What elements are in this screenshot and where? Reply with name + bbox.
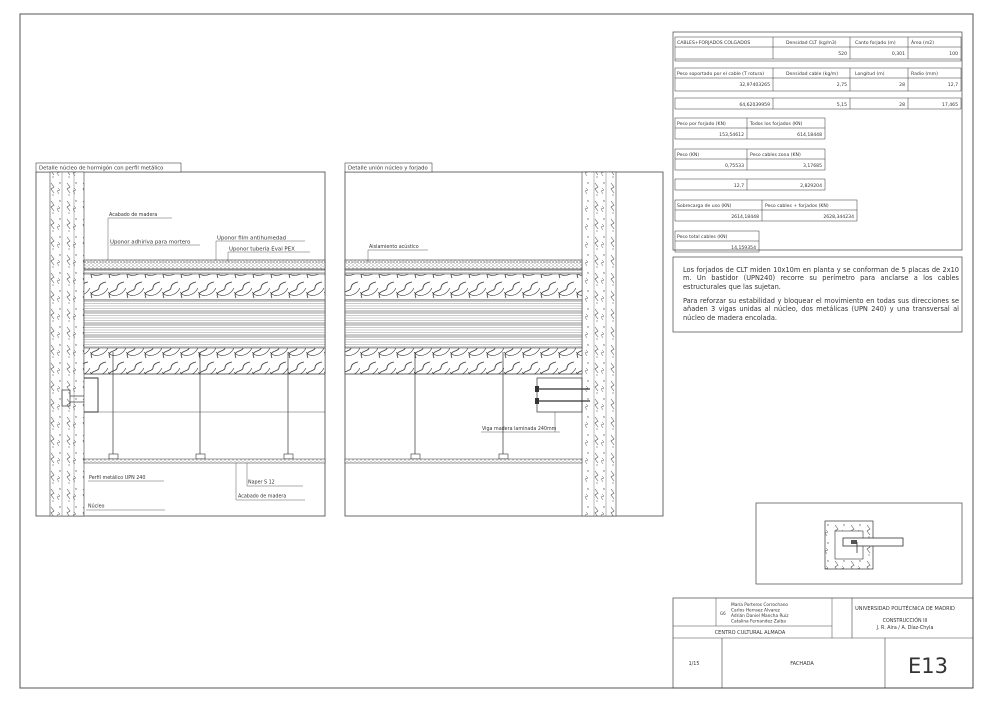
- calc-v1: 14,159354: [731, 246, 756, 251]
- label-uponor-mortero: Uponor adhiriva para mortero: [110, 239, 191, 246]
- calc-row-5: [675, 149, 825, 170]
- label-viga: Viga madera laminada 240mm: [482, 427, 557, 432]
- label-acabado-madera-bottom: Acabado de madera: [238, 494, 287, 500]
- calc-row-3: [675, 98, 961, 109]
- description-paragraph-1: Los forjados de CLT miden 10x10m en planta y se conforman de 5 placas de 2x10 m. Un bastidor (UPN240) recorre su perímetro para anclarse a los cables estructurales que las sujetan.: [683, 266, 959, 291]
- calc-v2: 520: [838, 52, 847, 57]
- course-name: CONSTRUCCIÓN III: [882, 619, 928, 624]
- university-name: UNIVERSIDAD POLITÉCNICA DE MADRID: [855, 606, 955, 612]
- sheet-code: E13: [908, 654, 948, 678]
- calc-v1: 32,97403265: [739, 83, 770, 88]
- calc-h1: Peso por forjado (KN): [677, 122, 726, 127]
- description-paragraph-2: Para reforzar su estabilidad y bloquear el movimiento en todas sus direcciones se añaden 3 vigas unidas al núcleo, dos metálicas (UPN 240) y una transversal al núcleo de madera encolada.: [683, 297, 959, 322]
- calc-h1: Peso total cables (KN): [677, 235, 728, 240]
- calc-row-7: [675, 200, 857, 221]
- calc-v2: 614,18448: [797, 133, 822, 138]
- calc-v4: 17,465: [941, 103, 958, 108]
- detail-right: [345, 163, 663, 516]
- teachers: J. R. Aira / A. Díaz-Chyla: [876, 626, 934, 631]
- calc-h2: Peso cables zona (KN): [750, 153, 801, 158]
- calc-row-6: [675, 179, 825, 190]
- title-block: [673, 598, 973, 688]
- calc-v4: 12,7: [947, 83, 958, 88]
- calc-h2: Todos los forjados (KN): [750, 122, 803, 127]
- calc-row-2: [675, 68, 961, 91]
- calc-v1: 153,54612: [719, 133, 744, 138]
- calc-v2: 2628,344234: [823, 215, 854, 220]
- calc-v3: 28: [899, 103, 905, 108]
- calc-v1: 12,7: [733, 184, 744, 189]
- label-perfil-metalico: Perfil metálico UPN 240: [89, 476, 146, 481]
- label-acabado-madera-top: Acabado de madera: [109, 213, 158, 218]
- calc-row-1: [675, 37, 961, 61]
- calc-v3: 0,301: [891, 52, 905, 57]
- calc-h1: Peso soportado por el cable (T rotura): [677, 72, 765, 77]
- calc-v1: 2614,18448: [731, 215, 759, 220]
- calc-row-8: [675, 231, 759, 252]
- calc-h4: Área (m2): [911, 41, 935, 46]
- calc-h1: Sobrecarga de uso (KN): [677, 204, 732, 209]
- calc-v2: 2,829204: [800, 184, 822, 189]
- label-naper: Naper S 12: [248, 480, 275, 486]
- calc-v2: 3,17685: [803, 164, 822, 169]
- calc-h4: Radio (mm): [911, 72, 938, 77]
- project-name: CENTRO CULTURAL ALMADA: [714, 630, 786, 636]
- group-label: G6: [720, 611, 726, 616]
- label-nucleo: Núcleo: [88, 504, 105, 510]
- calc-v3: 28: [899, 83, 905, 88]
- calc-h2: Peso cables + forjados (KN): [765, 204, 829, 209]
- label-uponor-film: Uponor film antihumedad: [217, 235, 287, 242]
- calc-h1: Peso (KN): [677, 153, 700, 158]
- calc-v1: 64,62039959: [739, 103, 770, 108]
- calc-h2: Densidad cable (kg/m): [786, 72, 839, 77]
- calc-h3: Longitud (m): [855, 72, 885, 77]
- calc-v2: 5,15: [836, 103, 847, 108]
- calc-panel: [673, 32, 962, 252]
- label-aislamiento: Aislamiento acústico: [369, 245, 419, 250]
- author-3: Adrián Daniel Mancha Ruiz: [731, 614, 789, 619]
- key-plan: [756, 503, 962, 584]
- detail-left-title: Detalle núcleo de hormigón con perfil metálico: [39, 165, 164, 172]
- sheet-name: FACHADA: [790, 661, 814, 667]
- scale: 1/15: [688, 662, 700, 667]
- calc-h1: CABLES+FORJADOS COLGADOS: [677, 41, 751, 46]
- author-1: María Porteros Corrochano: [731, 603, 789, 608]
- author-4: Catalina Fernandez Zaiba: [731, 619, 786, 625]
- calc-v1: 0,75533: [725, 164, 744, 169]
- calc-v4: 100: [949, 52, 958, 57]
- calc-row-4: [675, 118, 825, 139]
- calc-v2: 2,75: [836, 83, 847, 88]
- detail-left: [36, 163, 325, 516]
- calc-h2: Densidad CLT (kg/m3): [786, 41, 837, 46]
- detail-right-title: Detalle unión núcleo y forjado: [348, 165, 428, 172]
- calc-h3: Canto forjado (m): [855, 41, 896, 46]
- author-2: Carlos Herraez Alvarez: [731, 608, 780, 614]
- label-uponor-tuberia: Uponor tubería Eval PEX: [229, 246, 295, 253]
